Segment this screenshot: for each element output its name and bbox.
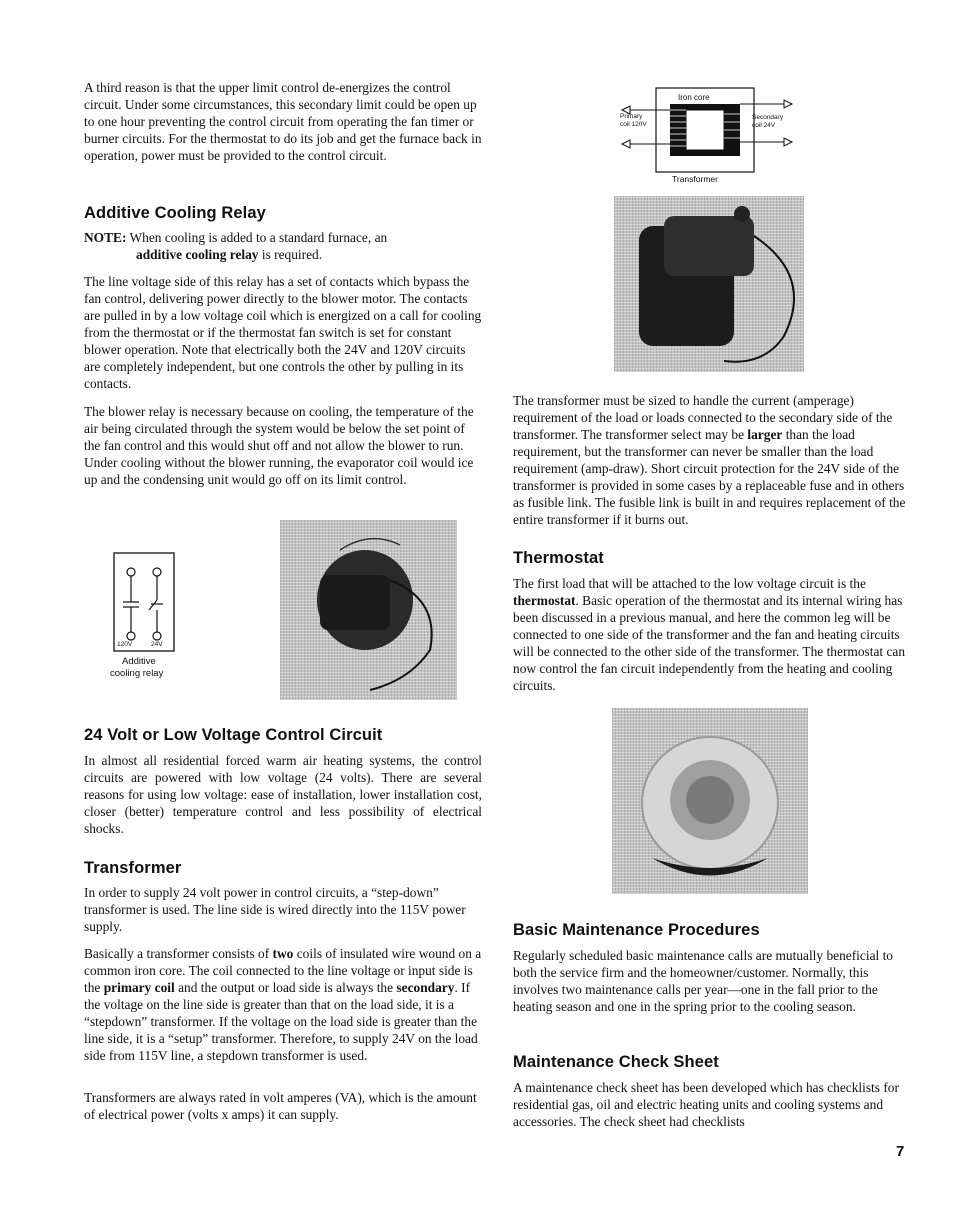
relay-label-120v: 120V: [117, 641, 133, 648]
note-paragraph: NOTE: When cooling is added to a standard furnace, an additive cooling relay is required.: [84, 230, 388, 262]
transformer-paragraph-2: Basically a transformer consists of two coils of insulated wire wound on a common iron core. The coil connected to the line voltage or input side is the primary coil and the output or load side is always the secondary. If the voltage on the line side is greater than that on the load side, it is a “stepdown” transformer. If the voltage on the load side is greater than the line side, it is a “setup” transformer. Therefore, to supply 24V on the load side from 115V line, a stepdown transformer is used.: [84, 946, 482, 1063]
diagram-secondary-label: Secondary coil 24V: [752, 114, 784, 129]
basic-maintenance-paragraph: Regularly scheduled basic maintenance calls are mutually beneficial to both the service firm and the homeowner/customer. Normally, this involves two maintenance calls per year—one in the fall prior to the heating season and one in the spring prior to the cooling season.: [513, 948, 893, 1014]
transformer-paragraph-1: In order to supply 24 volt power in control circuits, a “step-down” transformer is used. The line side is wired directly into the 115V power supply.: [84, 885, 466, 934]
thermostat-paragraph: The first load that will be attached to the low voltage circuit is the thermostat. Basic operation of the thermostat and its internal wiring has been discussed in a previous manual, and here the common leg will be connected to one side of the transformer and the fan and heating circuits will be connected to the other side of the transformer. The thermostat can now control the fan circuit independently from the heating and cooling circuits.: [513, 576, 906, 693]
additive-paragraph-1: The line voltage side of this relay has a set of contacts which bypass the fan control, delivering power directly to the blower motor. The contacts are pulled in by a low voltage coil which is energized on a call for cooling from the thermostat or if the thermostat fan switch is set for constant blower operation. Note that electrically both the 24V and 120V circuits are completely independent, but one controls the other by pulling in its contacts.: [84, 274, 482, 391]
thermostat-photo: [612, 708, 808, 894]
note-label: NOTE:: [84, 230, 127, 245]
transformer-paragraph-3: Transformers are always rated in volt amperes (VA), which is the amount of electrical power (volts x amps) it can supply.: [84, 1090, 477, 1122]
relay-schematic-drawing: [113, 552, 175, 652]
low-voltage-paragraph: In almost all residential forced warm air heating systems, the control circuits are powered with low voltage (24 volts). There are several reasons for using low voltage: ease of installation, lower installation cost, closer (better) temperature control and less possibility of electrical shocks.: [84, 753, 482, 836]
intro-paragraph: A third reason is that the upper limit control de-energizes the control circuit. Under some circumstances, this secondary limit could be open up to one hour preventing the control circuit from operating the fan timer or burner circuits. For the thermostat to do its job and get the furnace back in operation, power must be provided to the control circuit.: [84, 80, 482, 163]
transformer-sizing-paragraph: The transformer must be sized to handle the current (amperage) requirement of the load or loads connected to the secondary side of the transformer. The transformer select may be larger than the load requirement, but the transformer can never be smaller than the load requirement (amp-draw). Short circuit protection for the 24V side of the transformer is provided in some cases by a replaceable fuse and in others as fusible link. The fusible link is built in and requires replacement of the entire transformer if it burns out.: [513, 393, 906, 527]
note-bold-term: additive cooling relay: [136, 247, 259, 262]
transformer-heading: Transformer: [84, 859, 182, 877]
additive-paragraph-2: The blower relay is necessary because on cooling, the temperature of the air being circulated through the system would be below the set point of the fan control and this would shut off and not allow the blower to run. Under cooling without the blower running, the evaporator coil would ice up and the condensing unit would go off on its limit control.: [84, 404, 474, 487]
low-voltage-heading: 24 Volt or Low Voltage Control Circuit: [84, 726, 383, 744]
relay-photo-image: [280, 520, 457, 700]
diagram-primary-label: Primary coil 120V: [620, 113, 647, 128]
note-text: When cooling is added to a standard furnace, an: [129, 230, 388, 245]
transformer-photo: [614, 196, 804, 372]
additive-cooling-relay-heading: Additive Cooling Relay: [84, 204, 266, 222]
diagram-caption: Transformer: [672, 174, 718, 184]
relay-label-24v: 24V: [151, 641, 163, 648]
relay-photo: [280, 520, 457, 700]
diagram-iron-core-label: Iron core: [678, 93, 710, 102]
page-number: 7: [896, 1143, 905, 1160]
relay-schematic: [113, 552, 175, 652]
basic-maintenance-heading: Basic Maintenance Procedures: [513, 921, 760, 939]
transformer-diagram: [618, 84, 798, 186]
maintenance-check-sheet-heading: Maintenance Check Sheet: [513, 1053, 719, 1071]
thermostat-photo-image: [612, 708, 808, 894]
relay-caption: Additive cooling relay: [110, 656, 164, 679]
transformer-photo-image: [614, 196, 804, 372]
thermostat-heading: Thermostat: [513, 549, 604, 567]
maintenance-check-sheet-paragraph: A maintenance check sheet has been developed which has checklists for residential gas, oil and electric heating units and cooling systems and accessories. The check sheet had checklists: [513, 1080, 899, 1129]
